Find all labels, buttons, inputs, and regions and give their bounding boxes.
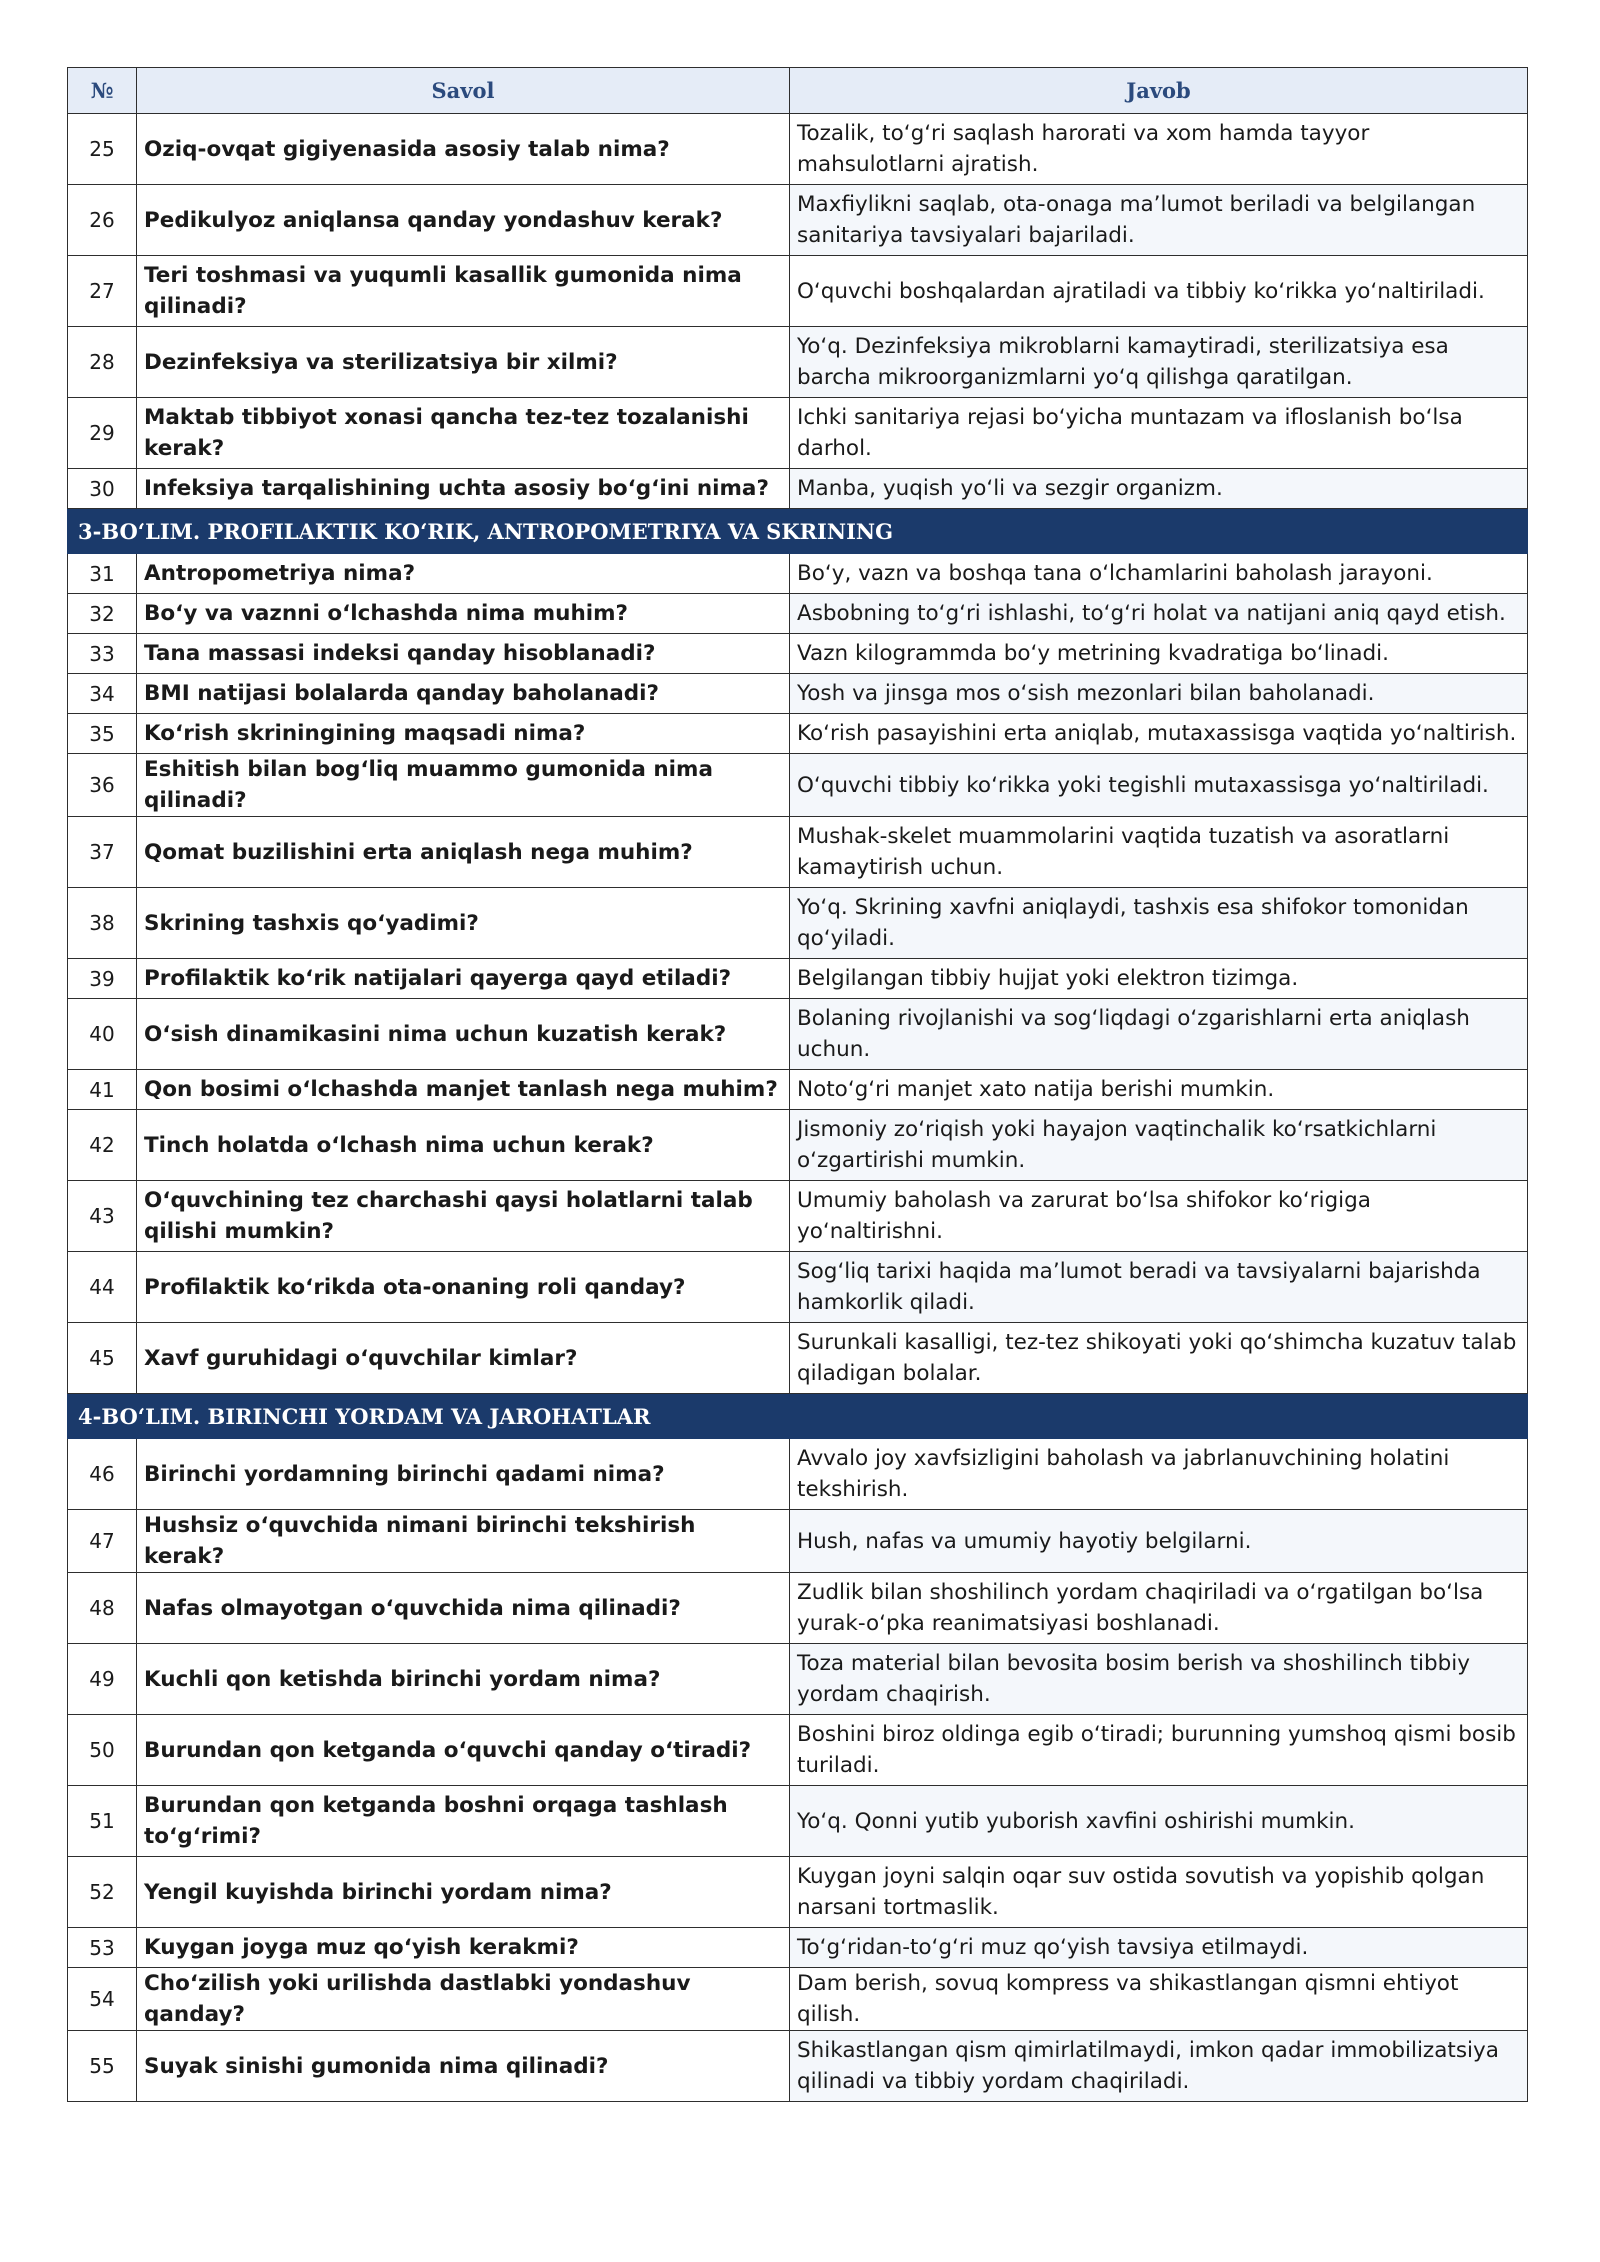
question-cell: Xavf guruhidagi o‘quvchilar kimlar? bbox=[137, 1323, 790, 1394]
row-number: 49 bbox=[68, 1644, 137, 1715]
row-number: 41 bbox=[68, 1070, 137, 1110]
table-row bbox=[68, 469, 1528, 509]
table-row bbox=[68, 554, 1528, 594]
table-row bbox=[68, 888, 1528, 959]
answer-cell: Ko‘rish pasayishini erta aniqlab, mutaxassisga vaqtida yo‘naltirish. bbox=[790, 714, 1528, 754]
table-row bbox=[68, 1110, 1528, 1181]
table-row bbox=[68, 185, 1528, 256]
table-row bbox=[68, 1786, 1528, 1857]
answer-cell: Noto‘g‘ri manjet xato natija berishi mumkin. bbox=[790, 1070, 1528, 1110]
row-number: 42 bbox=[68, 1110, 137, 1181]
answer-cell: Tozalik, to‘g‘ri saqlash harorati va xom hamda tayyor mahsulotlarni ajratish. bbox=[790, 114, 1528, 185]
table-row bbox=[68, 1968, 1528, 2031]
answer-cell: Jismoniy zo‘riqish yoki hayajon vaqtinchalik ko‘rsatkichlarni o‘zgartirishi mumkin. bbox=[790, 1110, 1528, 1181]
answer-cell: To‘g‘ridan-to‘g‘ri muz qo‘yish tavsiya etilmaydi. bbox=[790, 1928, 1528, 1968]
answer-cell: Yosh va jinsga mos o‘sish mezonlari bilan baholanadi. bbox=[790, 674, 1528, 714]
table-row bbox=[68, 1252, 1528, 1323]
row-number: 25 bbox=[68, 114, 137, 185]
answer-cell: Shikastlangan qism qimirlatilmaydi, imkon qadar immobilizatsiya qilinadi va tibbiy yordam chaqiriladi. bbox=[790, 2031, 1528, 2102]
table-row bbox=[68, 114, 1528, 185]
row-number: 34 bbox=[68, 674, 137, 714]
row-number: 47 bbox=[68, 1510, 137, 1573]
question-cell: Profilaktik ko‘rik natijalari qayerga qayd etiladi? bbox=[137, 959, 790, 999]
question-cell: Eshitish bilan bog‘liq muammo gumonida nima qilinadi? bbox=[137, 754, 790, 817]
question-cell: Nafas olmayotgan o‘quvchida nima qilinadi? bbox=[137, 1573, 790, 1644]
answer-cell: Boshini biroz oldinga egib o‘tiradi; burunning yumshoq qismi bosib turiladi. bbox=[790, 1715, 1528, 1786]
header-question: Savol bbox=[137, 68, 790, 114]
row-number: 28 bbox=[68, 327, 137, 398]
row-number: 27 bbox=[68, 256, 137, 327]
row-number: 33 bbox=[68, 634, 137, 674]
row-number: 30 bbox=[68, 469, 137, 509]
row-number: 40 bbox=[68, 999, 137, 1070]
row-number: 55 bbox=[68, 2031, 137, 2102]
table-row bbox=[68, 1323, 1528, 1394]
header-number: № bbox=[68, 68, 137, 114]
question-cell: Oziq-ovqat gigiyenasida asosiy talab nima? bbox=[137, 114, 790, 185]
qa-document bbox=[67, 67, 1527, 2102]
header-answer: Javob bbox=[790, 68, 1528, 114]
table-row bbox=[68, 398, 1528, 469]
question-cell: O‘quvchining tez charchashi qaysi holatlarni talab qilishi mumkin? bbox=[137, 1181, 790, 1252]
answer-cell: Dam berish, sovuq kompress va shikastlangan qismni ehtiyot qilish. bbox=[790, 1968, 1528, 2031]
qa-table bbox=[67, 67, 1528, 2102]
table-row bbox=[68, 327, 1528, 398]
table-row bbox=[68, 1857, 1528, 1928]
answer-cell: Hush, nafas va umumiy hayotiy belgilarni. bbox=[790, 1510, 1528, 1573]
table-row bbox=[68, 256, 1528, 327]
answer-cell: Yo‘q. Qonni yutib yuborish xavfini oshirishi mumkin. bbox=[790, 1786, 1528, 1857]
answer-cell: O‘quvchi boshqalardan ajratiladi va tibbiy ko‘rikka yo‘naltiriladi. bbox=[790, 256, 1528, 327]
table-row bbox=[68, 1439, 1528, 1510]
table-row bbox=[68, 754, 1528, 817]
section-heading-row bbox=[68, 1394, 1528, 1439]
question-cell: Qon bosimi o‘lchashda manjet tanlash nega muhim? bbox=[137, 1070, 790, 1110]
question-cell: Cho‘zilish yoki urilishda dastlabki yondashuv qanday? bbox=[137, 1968, 790, 2031]
question-cell: Antropometriya nima? bbox=[137, 554, 790, 594]
answer-cell: Mushak-skelet muammolarini vaqtida tuzatish va asoratlarni kamaytirish uchun. bbox=[790, 817, 1528, 888]
table-row bbox=[68, 1644, 1528, 1715]
question-cell: Qomat buzilishini erta aniqlash nega muhim? bbox=[137, 817, 790, 888]
row-number: 50 bbox=[68, 1715, 137, 1786]
answer-cell: Bolaning rivojlanishi va sog‘liqdagi o‘zgarishlarni erta aniqlash uchun. bbox=[790, 999, 1528, 1070]
table-row bbox=[68, 1181, 1528, 1252]
answer-cell: Yo‘q. Skrining xavfni aniqlaydi, tashxis esa shifokor tomonidan qo‘yiladi. bbox=[790, 888, 1528, 959]
row-number: 31 bbox=[68, 554, 137, 594]
answer-cell: Manba, yuqish yo‘li va sezgir organizm. bbox=[790, 469, 1528, 509]
answer-cell: Belgilangan tibbiy hujjat yoki elektron tizimga. bbox=[790, 959, 1528, 999]
answer-cell: O‘quvchi tibbiy ko‘rikka yoki tegishli mutaxassisga yo‘naltiriladi. bbox=[790, 754, 1528, 817]
answer-cell: Avvalo joy xavfsizligini baholash va jabrlanuvchining holatini tekshirish. bbox=[790, 1439, 1528, 1510]
question-cell: Maktab tibbiyot xonasi qancha tez-tez tozalanishi kerak? bbox=[137, 398, 790, 469]
table-row bbox=[68, 1070, 1528, 1110]
table-row bbox=[68, 634, 1528, 674]
row-number: 54 bbox=[68, 1968, 137, 2031]
answer-cell: Umumiy baholash va zarurat bo‘lsa shifokor ko‘rigiga yo‘naltirishni. bbox=[790, 1181, 1528, 1252]
row-number: 26 bbox=[68, 185, 137, 256]
section-title: 3-BO‘LIM. PROFILAKTIK KO‘RIK, ANTROPOMETRIYA VA SKRINING bbox=[68, 509, 1528, 554]
row-number: 44 bbox=[68, 1252, 137, 1323]
row-number: 35 bbox=[68, 714, 137, 754]
answer-cell: Zudlik bilan shoshilinch yordam chaqiriladi va o‘rgatilgan bo‘lsa yurak-o‘pka reanimatsiyasi boshlanadi. bbox=[790, 1573, 1528, 1644]
row-number: 51 bbox=[68, 1786, 137, 1857]
question-cell: Infeksiya tarqalishining uchta asosiy bo‘g‘ini nima? bbox=[137, 469, 790, 509]
table-header bbox=[68, 68, 1528, 114]
question-cell: Bo‘y va vaznni o‘lchashda nima muhim? bbox=[137, 594, 790, 634]
table-row bbox=[68, 594, 1528, 634]
question-cell: Tana massasi indeksi qanday hisoblanadi? bbox=[137, 634, 790, 674]
row-number: 52 bbox=[68, 1857, 137, 1928]
answer-cell: Surunkali kasalligi, tez-tez shikoyati yoki qo‘shimcha kuzatuv talab qiladigan bolalar. bbox=[790, 1323, 1528, 1394]
row-number: 36 bbox=[68, 754, 137, 817]
question-cell: Hushsiz o‘quvchida nimani birinchi tekshirish kerak? bbox=[137, 1510, 790, 1573]
table-row bbox=[68, 714, 1528, 754]
answer-cell: Asbobning to‘g‘ri ishlashi, to‘g‘ri holat va natijani aniq qayd etish. bbox=[790, 594, 1528, 634]
section-heading-row bbox=[68, 509, 1528, 554]
question-cell: Teri toshmasi va yuqumli kasallik gumonida nima qilinadi? bbox=[137, 256, 790, 327]
section-title: 4-BO‘LIM. BIRINCHI YORDAM VA JAROHATLAR bbox=[68, 1394, 1528, 1439]
row-number: 48 bbox=[68, 1573, 137, 1644]
question-cell: Yengil kuyishda birinchi yordam nima? bbox=[137, 1857, 790, 1928]
question-cell: Kuygan joyga muz qo‘yish kerakmi? bbox=[137, 1928, 790, 1968]
table-row bbox=[68, 817, 1528, 888]
row-number: 37 bbox=[68, 817, 137, 888]
row-number: 45 bbox=[68, 1323, 137, 1394]
question-cell: BMI natijasi bolalarda qanday baholanadi? bbox=[137, 674, 790, 714]
table-row bbox=[68, 1928, 1528, 1968]
question-cell: Ko‘rish skriningining maqsadi nima? bbox=[137, 714, 790, 754]
table-row bbox=[68, 959, 1528, 999]
table-row bbox=[68, 1715, 1528, 1786]
row-number: 39 bbox=[68, 959, 137, 999]
row-number: 46 bbox=[68, 1439, 137, 1510]
question-cell: Burundan qon ketganda boshni orqaga tashlash to‘g‘rimi? bbox=[137, 1786, 790, 1857]
answer-cell: Maxfiylikni saqlab, ota-onaga ma’lumot beriladi va belgilangan sanitariya tavsiyalari bajariladi. bbox=[790, 185, 1528, 256]
answer-cell: Bo‘y, vazn va boshqa tana o‘lchamlarini baholash jarayoni. bbox=[790, 554, 1528, 594]
row-number: 32 bbox=[68, 594, 137, 634]
question-cell: Tinch holatda o‘lchash nima uchun kerak? bbox=[137, 1110, 790, 1181]
question-cell: O‘sish dinamikasini nima uchun kuzatish kerak? bbox=[137, 999, 790, 1070]
row-number: 53 bbox=[68, 1928, 137, 1968]
question-cell: Suyak sinishi gumonida nima qilinadi? bbox=[137, 2031, 790, 2102]
table-body bbox=[68, 114, 1528, 2102]
question-cell: Birinchi yordamning birinchi qadami nima? bbox=[137, 1439, 790, 1510]
answer-cell: Sog‘liq tarixi haqida ma’lumot beradi va tavsiyalarni bajarishda hamkorlik qiladi. bbox=[790, 1252, 1528, 1323]
answer-cell: Ichki sanitariya rejasi bo‘yicha muntazam va ifloslanish bo‘lsa darhol. bbox=[790, 398, 1528, 469]
answer-cell: Vazn kilogrammda bo‘y metrining kvadratiga bo‘linadi. bbox=[790, 634, 1528, 674]
table-row bbox=[68, 999, 1528, 1070]
answer-cell: Kuygan joyni salqin oqar suv ostida sovutish va yopishib qolgan narsani tortmaslik. bbox=[790, 1857, 1528, 1928]
answer-cell: Toza material bilan bevosita bosim berish va shoshilinch tibbiy yordam chaqirish. bbox=[790, 1644, 1528, 1715]
question-cell: Skrining tashxis qo‘yadimi? bbox=[137, 888, 790, 959]
question-cell: Burundan qon ketganda o‘quvchi qanday o‘tiradi? bbox=[137, 1715, 790, 1786]
question-cell: Profilaktik ko‘rikda ota-onaning roli qanday? bbox=[137, 1252, 790, 1323]
table-row bbox=[68, 674, 1528, 714]
row-number: 43 bbox=[68, 1181, 137, 1252]
row-number: 29 bbox=[68, 398, 137, 469]
table-row bbox=[68, 2031, 1528, 2102]
answer-cell: Yo‘q. Dezinfeksiya mikroblarni kamaytiradi, sterilizatsiya esa barcha mikroorganizmlarni yo‘q qilishga qaratilgan. bbox=[790, 327, 1528, 398]
question-cell: Kuchli qon ketishda birinchi yordam nima? bbox=[137, 1644, 790, 1715]
question-cell: Pedikulyoz aniqlansa qanday yondashuv kerak? bbox=[137, 185, 790, 256]
table-row bbox=[68, 1510, 1528, 1573]
table-row bbox=[68, 1573, 1528, 1644]
row-number: 38 bbox=[68, 888, 137, 959]
question-cell: Dezinfeksiya va sterilizatsiya bir xilmi? bbox=[137, 327, 790, 398]
